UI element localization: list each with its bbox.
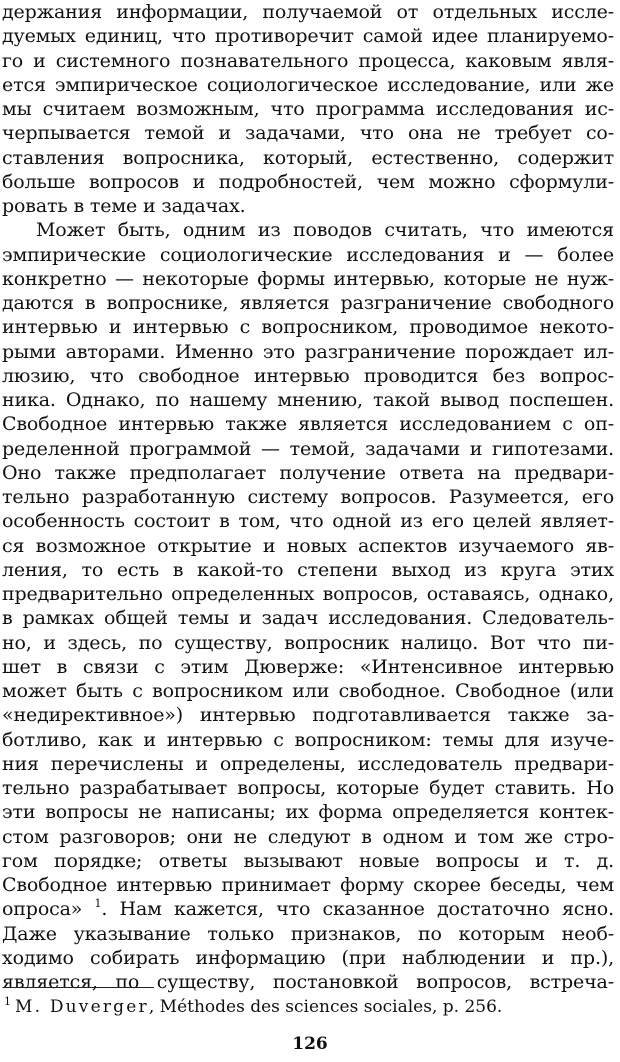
text-line: ника. Однако, по нашему мнению, такой вывод поспешен. (2, 389, 614, 411)
text-line: гом порядке; ответы вызывают новые вопросы и т. д. (2, 849, 614, 872)
text-line: но, и здесь, по существу, вопросник налицо. Вот что пи- (2, 631, 614, 654)
footnote-author: M. Duverger (15, 997, 149, 1017)
text-line: ровать в теме и задачах. (2, 195, 246, 217)
text-line: Даже указывание только признаков, по которым необ- (2, 922, 614, 945)
text-line: «недирективное») интервью подготавливается также за- (2, 704, 614, 727)
text-line: Свободное интервью принимает форму скорее беседы, чем (2, 874, 614, 896)
text-line: стом разговоров; они не следуют в одном и том же стро- (2, 825, 614, 848)
text-line: ходимо собирать информацию (при наблюдении и пр.), (2, 946, 614, 969)
text-line: ставления вопросника, который, естественно, содержит (2, 146, 614, 169)
text-line: Может быть, одним из поводов считать, что имеются (36, 219, 614, 242)
text-line: черпывается темой и задачами, что она не требует со- (2, 122, 614, 145)
text-fragment: . Нам кажется, что сказанное достаточно ясно. (101, 898, 614, 921)
footnote-reference[interactable]: 1 (94, 897, 102, 911)
footnote-marker: 1 (4, 995, 11, 1008)
footnote (4, 991, 616, 1018)
page-number: 126 (292, 1034, 328, 1054)
text-line: дуемых единиц, что противоречит самой идее планируемо- (2, 25, 614, 48)
text-line: ся возможное открытие и новых аспектов изучаемого яв- (2, 534, 614, 557)
text-line: конкретно — некоторые формы интервью, которые не нуж- (2, 267, 614, 290)
text-line: эти вопросы не написаны; их форма определяется контек- (2, 801, 614, 824)
text-fragment: опроса» (2, 898, 95, 921)
footnote-divider (4, 987, 154, 988)
text-line: тельно разработанную систему вопросов. Разумеется, его (2, 486, 614, 508)
text-line: Оно также предполагает получение ответа на предвари- (2, 461, 614, 484)
text-line: тельно разрабатывает вопросы, которые будет ставить. Но (2, 777, 614, 799)
text-line-with-footnote (2, 897, 614, 921)
text-line: шет в связи с этим Дюверже: «Интенсивное интервью (2, 655, 614, 678)
footnote-text: , Méthodes des sciences sociales, p. 256. (148, 997, 503, 1017)
text-line: ределенной программой — темой, задачами и гипотезами. (2, 437, 614, 460)
text-line: больше вопросов и подробностей, чем можно сформули- (2, 170, 614, 193)
text-line: Свободное интервью также является исследованием с оп- (2, 413, 614, 436)
text-line: является, по существу, постановкой вопросов, встреча- (2, 971, 614, 993)
text-line: может быть с вопросником или свободное. Свободное (или (2, 680, 614, 702)
text-line: интервью и интервью с вопросником, проводимое некото- (2, 316, 614, 339)
text-line: предварительно определенных вопросов, оставаясь, однако, (2, 583, 614, 605)
paragraph-2 (2, 218, 614, 994)
text-line: эмпирические социологические исследования и — более (2, 243, 614, 266)
text-line: люзию, что свободное интервью проводится без вопрос- (2, 364, 614, 387)
text-line: ления, то есть в какой-то степени выход из круга этих (2, 558, 614, 581)
paragraph-1 (2, 0, 614, 218)
text-line: в рамках общей темы и задач исследования. Следователь- (2, 607, 614, 630)
text-line: мы считаем возможным, что программа исследования ис- (2, 98, 614, 120)
text-line: ботливо, как и интервью с вопросником: темы для изуче- (2, 728, 614, 751)
text-line: даются в вопроснике, является разграничение свободного (2, 292, 614, 314)
main-text (2, 0, 614, 994)
text-line: ния перечислены и определены, исследователь предвари- (2, 752, 614, 775)
text-line: держания информации, получаемой от отдельных иссле- (2, 1, 614, 23)
text-line: ется эмпирическое социологическое исследование, или же (2, 73, 614, 96)
text-line: особенность состоит в том, что одной из его целей являет- (2, 510, 614, 533)
text-line: го и системного познавательного процесса, каковым явля- (2, 49, 614, 72)
text-line: рыми авторами. Именно это разграничение порождает ил- (2, 340, 614, 363)
